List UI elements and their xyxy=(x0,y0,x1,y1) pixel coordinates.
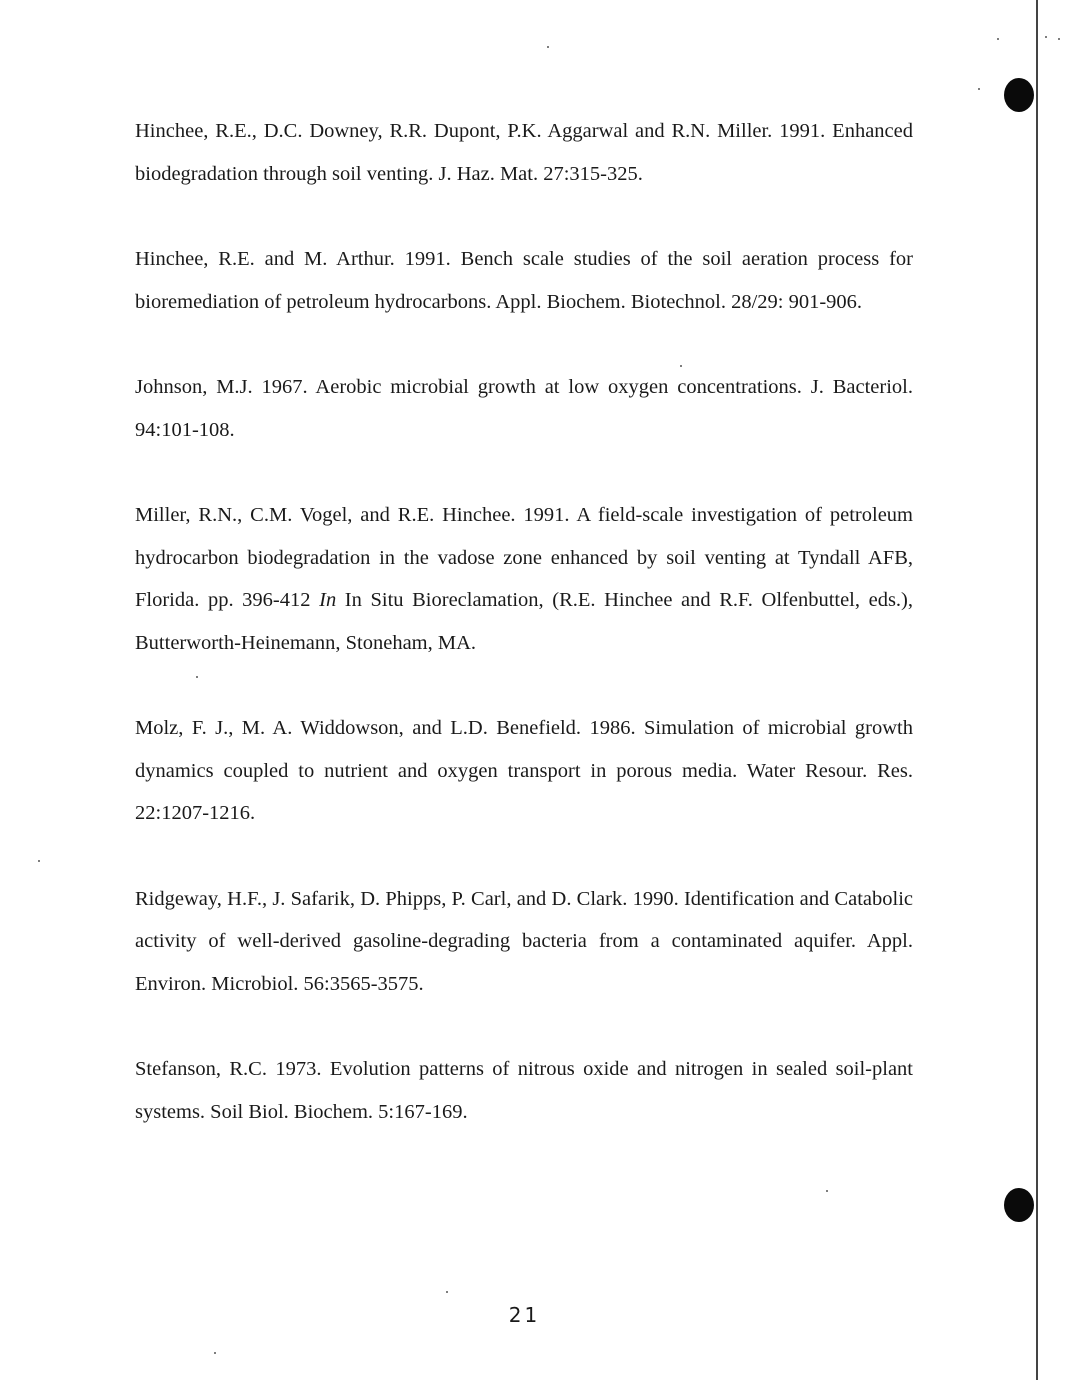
reference-miller-1991 xyxy=(135,494,913,664)
reference-johnson-1967: Johnson, M.J. 1967. Aerobic microbial growth at low oxygen concentrations. J. Bacteriol. 94:101-108. xyxy=(135,376,913,441)
binder-hole-top xyxy=(1004,78,1034,112)
reference-list xyxy=(135,110,913,1176)
page-number: 21 xyxy=(508,1303,541,1327)
scan-speck xyxy=(826,1190,828,1192)
scan-speck xyxy=(997,38,999,40)
scan-speck xyxy=(196,676,198,678)
reference-molz-1986: Molz, F. J., M. A. Widdowson, and L.D. Benefield. 1986. Simulation of microbial growth dynamics coupled to nutrient and oxygen transport in porous media. Water Resour. Res. 22:1207-1216. xyxy=(135,717,913,824)
reference-stefanson-1973: Stefanson, R.C. 1973. Evolution patterns of nitrous oxide and nitrogen in sealed soil-plant systems. Soil Biol. Biochem. 5:167-169. xyxy=(135,1058,913,1123)
scan-speck xyxy=(978,88,980,90)
reference-ridgeway-1990: Ridgeway, H.F., J. Safarik, D. Phipps, P. Carl, and D. Clark. 1990. Identification and Catabolic activity of well-derived gasoline-degrading bacteria from a contaminated aquifer. Appl. Environ. Microbiol. 56:3565-3575. xyxy=(135,887,913,995)
scan-speck xyxy=(214,1352,216,1354)
scan-speck xyxy=(547,46,549,48)
scan-speck xyxy=(1058,38,1060,40)
scan-speck xyxy=(38,860,40,862)
reference-hinchee-arthur-1991: Hinchee, R.E. and M. Arthur. 1991. Bench scale studies of the soil aeration process for bioremediation of petroleum hydrocarbons. Appl. Biochem. Biotechnol. 28/29: 901-906. xyxy=(135,248,913,313)
reference-text: In Situ Bioreclamation, (R.E. Hinchee and R.F. Olfenbuttel, eds.), Butterworth-Heinemann, Stoneham, MA. xyxy=(135,589,914,654)
binder-hole-bottom xyxy=(1004,1188,1034,1222)
reference-text: Miller, R.N., C.M. Vogel, and R.E. Hinchee. 1991. A field-scale investigation of petroleum hydrocarbon biodegradation in the vadose zone enhanced by soil venting at Tyndall AFB, Florida. pp. 396-412 xyxy=(135,504,913,611)
scan-speck xyxy=(446,1291,448,1293)
scan-speck xyxy=(680,365,682,367)
scan-speck xyxy=(1045,36,1047,38)
page-edge-line xyxy=(1036,0,1038,1380)
reference-italic-text: In xyxy=(319,589,337,611)
reference-hinchee-1991-venting: Hinchee, R.E., D.C. Downey, R.R. Dupont, P.K. Aggarwal and R.N. Miller. 1991. Enhanced biodegradation through soil venting. J. Haz. Mat. 27:315-325. xyxy=(135,120,913,185)
